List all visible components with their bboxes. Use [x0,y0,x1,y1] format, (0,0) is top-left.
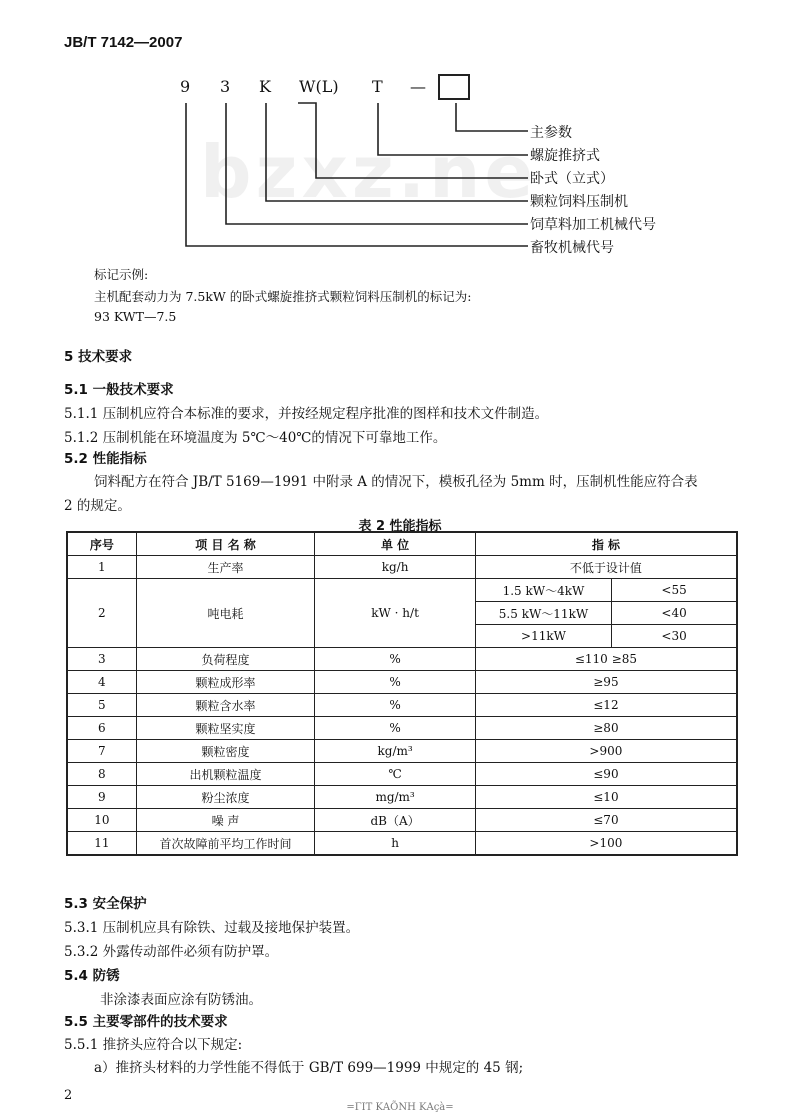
page-number: 2 [64,1088,73,1103]
cell-unit: % [315,671,475,694]
table-row [67,832,737,856]
standard-number: JB/T 7142—2007 [64,34,183,51]
cell-name: 颗粒含水率 [136,694,315,717]
cell-name: 粉尘浓度 [136,786,315,809]
code-part: — [410,77,426,96]
code-diagram-lines [0,0,800,270]
code-label: 畜牧机械代号 [530,240,614,256]
header-item: 项 目 名 称 [136,532,315,556]
cell-unit: % [315,717,475,740]
cell-range: 1.5 kW～4kW [475,579,611,602]
footer-text: =ΓΙΤ ΚΑÕΝΗ ΚΑçà= [346,1102,454,1113]
cell-name: 生产率 [136,556,315,579]
clause-5-3-1: 5.3.1 压制机应具有除铁、过载及接地保护装置。 [64,920,360,936]
table-row [67,809,737,832]
code-label: 主参数 [530,125,572,141]
cell-name: 颗粒坚实度 [136,717,315,740]
cell-value: <30 [612,625,737,648]
cell-range: >11kW [475,625,611,648]
cell-value: ≥95 [475,671,737,694]
section-5-1-title: 5.1 一般技术要求 [64,382,174,398]
table-row [67,579,737,602]
section-5-title: 5 技术要求 [64,349,133,365]
cell-value: >100 [475,832,737,856]
cell-no: 11 [67,832,136,856]
clause-5-2-text: 饲料配方在符合 JB/T 5169—1991 中附录 A 的情况下，模板孔径为 5mm 时，压制机性能应符合表 [94,474,698,490]
code-part: W(L) [299,77,339,96]
cell-name: 噪 声 [136,809,315,832]
code-part: K [259,77,271,96]
cell-name: 吨电耗 [136,579,315,648]
header-no: 序号 [67,532,136,556]
cell-no: 3 [67,648,136,671]
cell-unit: % [315,648,475,671]
section-5-2-title: 5.2 性能指标 [64,451,147,467]
table-row [67,786,737,809]
clause-5-4-text: 非涂漆表面应涂有防锈油。 [100,992,262,1008]
cell-no: 1 [67,556,136,579]
example-heading: 标记示例: [94,267,149,282]
cell-no: 7 [67,740,136,763]
table-row [67,694,737,717]
clause-5-1-2: 5.1.2 压制机能在环境温度为 5℃～40℃的情况下可靠地工作。 [64,430,447,446]
cell-no: 5 [67,694,136,717]
cell-unit: h [315,832,475,856]
table-header-row [67,532,737,556]
clause-5-1-1: 5.1.1 压制机应符合本标准的要求，并按经规定程序批准的图样和技术文件制造。 [64,406,549,422]
table-row [67,717,737,740]
cell-value: ≤10 [475,786,737,809]
cell-unit: kg/h [315,556,475,579]
cell-name: 颗粒密度 [136,740,315,763]
cell-no: 4 [67,671,136,694]
code-label: 卧式（立式） [530,171,614,187]
code-part: 3 [220,77,231,96]
cell-unit: % [315,694,475,717]
cell-unit: kg/m³ [315,740,475,763]
table-row [67,763,737,786]
cell-unit: kW · h/t [315,579,475,648]
cell-unit: mg/m³ [315,786,475,809]
cell-no: 9 [67,786,136,809]
example-code: 93 KWT—7.5 [94,309,177,324]
cell-no: 6 [67,717,136,740]
clause-5-2-text-cont: 2 的规定。 [64,498,131,514]
cell-value: ≤12 [475,694,737,717]
cell-unit: ℃ [315,763,475,786]
table-row [67,671,737,694]
cell-value: ≤90 [475,763,737,786]
cell-name: 首次故障前平均工作时间 [136,832,315,856]
performance-table [66,531,738,856]
clause-5-5-1-a: a）推挤头材料的力学性能不得低于 GB/T 699—1999 中规定的 45 钢; [94,1060,524,1076]
watermark: bzxz.ne [200,130,538,214]
clause-5-3-2: 5.3.2 外露传动部件必须有防护罩。 [64,944,279,960]
cell-value: <55 [612,579,737,602]
code-label: 颗粒饲料压制机 [530,194,628,210]
example-text: 主机配套动力为 7.5kW 的卧式螺旋推挤式颗粒饲料压制机的标记为: [94,289,472,304]
section-5-5-title: 5.5 主要零部件的技术要求 [64,1014,228,1030]
cell-value: >900 [475,740,737,763]
table-row [67,556,737,579]
cell-name: 出机颗粒温度 [136,763,315,786]
cell-value: <40 [612,602,737,625]
cell-no: 10 [67,809,136,832]
header-unit: 单 位 [315,532,475,556]
cell-name: 颗粒成形率 [136,671,315,694]
header-index: 指 标 [475,532,737,556]
code-part: T [372,77,383,96]
table-row [67,740,737,763]
cell-range: 5.5 kW～11kW [475,602,611,625]
cell-no: 2 [67,579,136,648]
clause-5-5-1: 5.5.1 推挤头应符合以下规定: [64,1037,243,1053]
section-5-4-title: 5.4 防锈 [64,968,120,984]
cell-value: 不低于设计值 [475,556,737,579]
cell-value: ≤110 ≥85 [475,648,737,671]
table-row [67,648,737,671]
cell-value: ≤70 [475,809,737,832]
cell-name: 负荷程度 [136,648,315,671]
code-label: 螺旋推挤式 [530,148,600,164]
code-label: 饲草料加工机械代号 [530,217,656,233]
cell-unit: dB（A） [315,809,475,832]
cell-value: ≥80 [475,717,737,740]
section-5-3-title: 5.3 安全保护 [64,896,147,912]
cell-no: 8 [67,763,136,786]
table-caption: 表 2 性能指标 [358,519,442,534]
code-part: 9 [180,77,191,96]
